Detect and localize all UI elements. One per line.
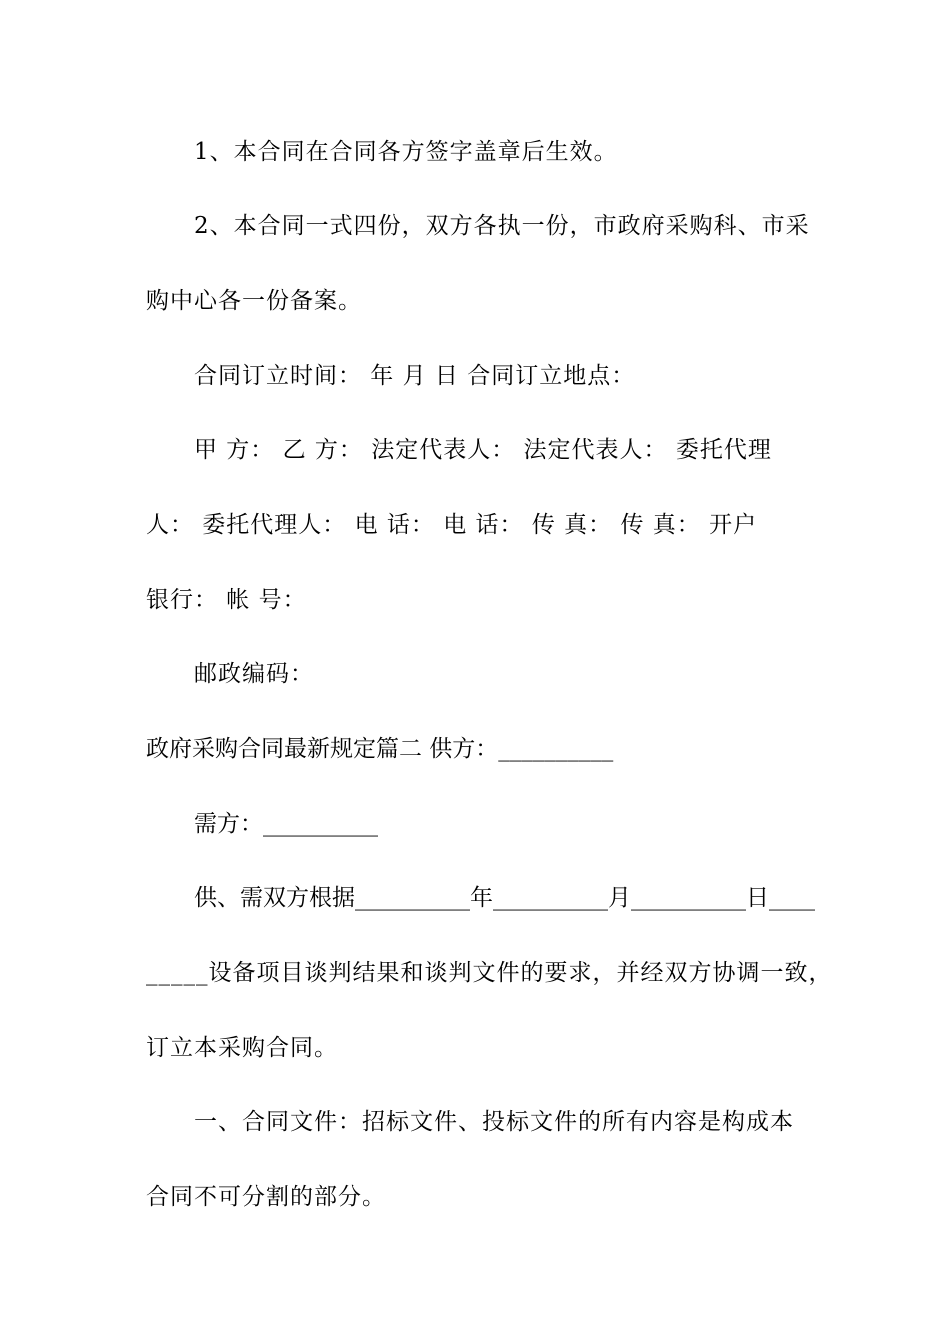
section-two-heading: 政府采购合同最新规定篇二 供方：__________ (146, 736, 614, 762)
basis-paragraph-line-3: 订立本采购合同。 (146, 1035, 338, 1061)
clause-2-copies-cont: 购中心各一份备案。 (146, 288, 362, 314)
contract-time-place: 合同订立时间： 年 月 日 合同订立地点： (194, 363, 636, 389)
clause-2-copies: 2、本合同一式四份，双方各执一份，市政府采购科、市采 (194, 213, 810, 239)
article-one-line-1: 一、合同文件：招标文件、投标文件的所有内容是构成本 (194, 1109, 794, 1135)
party-fields-line-1: 甲 方： 乙 方： 法定代表人： 法定代表人： 委托代理 (194, 437, 772, 463)
party-fields-line-2: 人： 委托代理人： 电 话： 电 话： 传 真： 传 真： 开户 (146, 512, 758, 538)
buyer-field: 需方：__________ (194, 811, 378, 837)
article-one-line-2: 合同不可分割的部分。 (146, 1184, 386, 1210)
basis-paragraph-line-2: _____设备项目谈判结果和谈判文件的要求，并经双方协调一致， (146, 960, 833, 986)
basis-paragraph-line-1: 供、需双方根据__________年__________月__________日____ (194, 885, 815, 911)
postal-code-field: 邮政编码： (194, 661, 314, 687)
party-fields-line-3: 银行： 帐 号： (146, 587, 307, 613)
document-page (146, 0, 833, 1344)
clause-1-effective: 1、本合同在合同各方签字盖章后生效。 (194, 139, 618, 165)
